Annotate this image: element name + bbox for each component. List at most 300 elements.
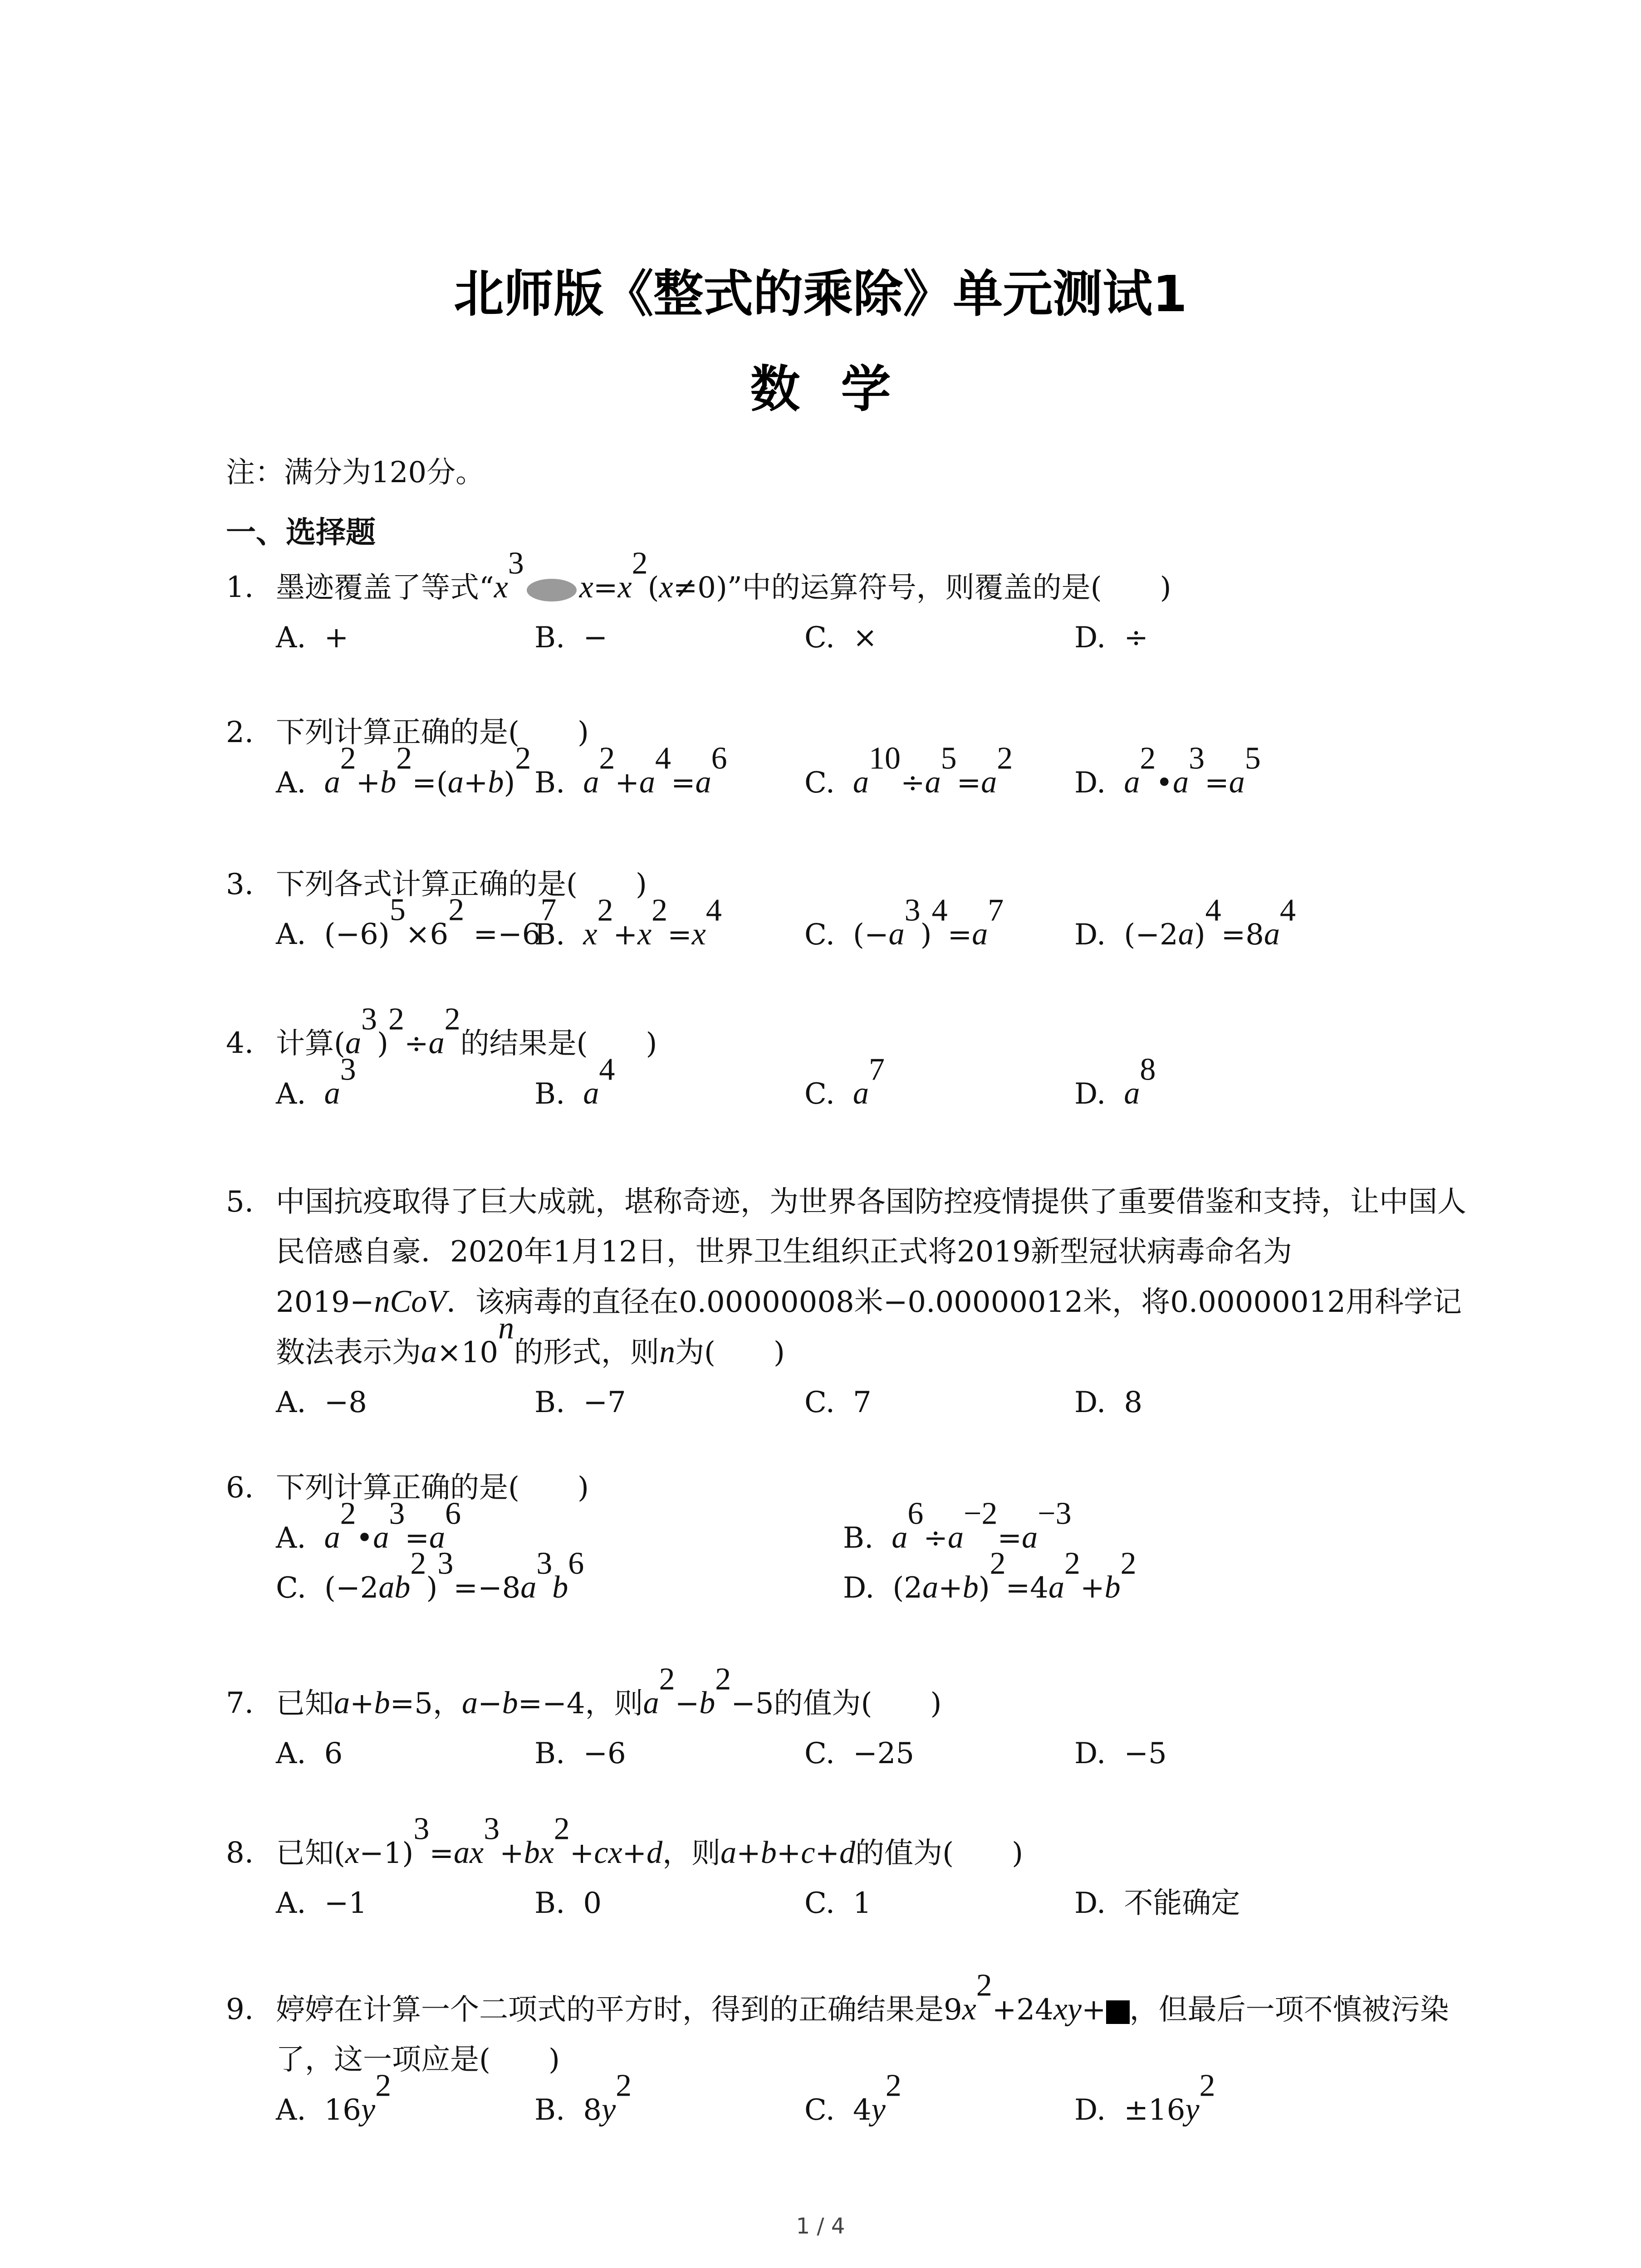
question-stem [226,708,1474,758]
text-run: + [324,621,349,655]
text-run: =( [412,766,448,800]
option-b[interactable] [534,893,722,960]
option-label: B. [534,1386,565,1419]
option-label: C. [804,1887,835,1920]
math-variable: a [888,917,905,952]
text-run: ÷ [1124,621,1148,655]
option-label: C. [804,1077,835,1111]
text-run: 不能确定 [1124,1887,1240,1920]
text-run: 为( ) [675,1336,785,1369]
text-run: 1 [853,1887,872,1920]
math-variable: a [461,1686,478,1721]
option-b[interactable] [534,2068,632,2135]
options-row [226,892,1474,959]
option-d[interactable] [843,1546,1136,1613]
math-variable: b [552,1570,568,1605]
text-run: −1 [324,1887,367,1920]
option-label: C. [804,766,835,800]
math-variable: b [380,765,397,800]
math-variable: x [637,917,652,952]
text-run: = [671,766,696,800]
exponent: 2 [632,546,648,581]
text-run: =8 [1221,918,1264,952]
exponent: 2 [976,1968,992,2003]
exponent: 3 [413,1811,430,1847]
text-run: − [477,1687,502,1721]
text-run: + [776,1837,801,1870]
math-variable: a [583,1076,599,1111]
math-variable: x [659,570,673,605]
math-variable: bx [524,1835,554,1870]
math-variable: a [334,1686,350,1721]
option-b[interactable] [534,1052,615,1119]
option-label: D. [1074,766,1106,800]
option-label: C. [804,2093,835,2127]
option-b[interactable] [534,1729,626,1779]
math-variable: a [981,765,997,800]
text-run: = [1205,766,1229,800]
math-variable: ax [453,1835,484,1870]
question-4 [226,1002,1474,1119]
text-run: × [853,621,877,655]
option-label: A. [276,766,306,800]
math-variable: nCoV [374,1284,446,1319]
option-b[interactable] [843,1496,1072,1563]
exponent: 2 [659,1662,675,1697]
option-label: A. [276,918,306,951]
text-run: = [429,1837,454,1870]
text-run: −7 [583,1386,626,1419]
text-run: 下列计算正确的是( ) [276,1471,589,1505]
ink-blot [527,579,577,601]
text-run: (−2 [324,1571,379,1605]
option-b[interactable] [534,613,607,663]
text-run: + [1080,1571,1105,1605]
option-a[interactable] [276,1052,356,1119]
option-label: B. [534,1887,565,1920]
math-variable: a [972,917,988,952]
text-run: = [947,918,972,952]
score-note: 注：满分为120分。 [226,456,485,489]
text-run: 的结果是( ) [460,1027,657,1061]
exponent: 8 [1140,1052,1156,1087]
option-label: B. [534,766,565,800]
question-5 [226,1177,1474,1427]
exponent: 3 [536,1546,553,1581]
math-variable: ab [378,1570,411,1605]
exponent: 2 [997,741,1013,776]
text-run: = [667,918,692,952]
math-variable: n [659,1334,676,1369]
text-run: 的形式，则 [514,1336,660,1369]
text-run: 婷婷在计算一个二项式的平方时，得到的正确结果是9 [276,1993,962,2027]
section-heading: 一、选择题 [226,515,376,550]
exponent: −3 [1038,1496,1072,1531]
exponent: 2 [340,1496,356,1531]
math-variable: a [1022,1520,1038,1555]
option-d[interactable] [1074,893,1296,960]
math-variable: a [1124,765,1140,800]
text-run: ±16 [1124,2093,1185,2127]
question-stem [226,1968,1474,2085]
math-variable: a [720,1835,737,1870]
options-row [226,613,1474,663]
text-run: ) [1194,918,1205,952]
math-variable: cx [594,1835,622,1870]
question-number: 8. [226,1836,254,1870]
exponent: 2 [1120,1546,1136,1581]
option-label: D. [1074,1386,1106,1419]
text-run: ，则 [662,1837,721,1870]
option-label: C. [804,1737,835,1770]
text-run: −8 [324,1386,367,1419]
option-c[interactable] [804,1378,872,1427]
math-variable: b [962,1570,979,1605]
option-label: D. [1074,2093,1106,2127]
math-variable: a [643,1686,659,1721]
math-variable: a [324,1520,340,1555]
option-label: D. [843,1571,875,1605]
text-run: =5， [390,1687,462,1721]
question-1 [226,546,1474,663]
exponent: 2 [989,1546,1006,1581]
option-a[interactable] [276,892,557,959]
math-variable: a [1173,765,1189,800]
text-run: 下列各式计算正确的是( ) [276,868,647,901]
math-variable: a [948,1520,964,1555]
text-run: ) [920,918,932,952]
math-variable: a [429,1520,445,1555]
exponent: 5 [1244,741,1261,776]
option-label: D. [1074,1737,1106,1770]
text-run: −5 [1124,1737,1167,1770]
question-number: 7. [226,1686,254,1720]
text-run: = [956,766,981,800]
options-row [226,1729,1474,1779]
options-row [226,1052,1474,1119]
question-number: 5. [226,1185,254,1219]
option-a[interactable] [276,1878,367,1928]
text-run: 中国抗疫取得了巨大成就，堪称奇迹，为世界各国防控疫情提供了重要借鉴和支持，让中国人民倍感自豪．2020年1月12日，世界卫生组织正式将2019新型冠状病毒命名为2019− [276,1185,1466,1319]
text-run: • [356,1521,373,1555]
options-row [226,2068,1474,2135]
text-run: −6 [583,1737,626,1770]
option-d[interactable] [1074,1878,1240,1928]
math-variable: a [520,1570,537,1605]
exponent: 3 [361,1002,377,1037]
exponent: 2 [715,1662,731,1697]
text-run: • [1156,766,1173,800]
math-variable: a [853,1076,869,1111]
exponent: 2 [1140,741,1156,776]
math-variable: a [428,1026,445,1061]
option-c[interactable] [804,893,1004,960]
option-label: D. [1074,1887,1106,1920]
option-b[interactable] [534,1878,602,1928]
option-a[interactable] [276,613,348,663]
exponent: 6 [907,1496,924,1531]
question-2 [226,708,1474,807]
math-variable: a [421,1334,437,1369]
math-variable: a [1048,1570,1064,1605]
text-run: + [463,766,488,800]
option-a[interactable] [276,1496,461,1563]
text-run: = [405,1521,429,1555]
math-variable: a [1178,917,1194,952]
page-subtitle: 数学 [750,360,932,418]
exponent: 2 [885,2068,901,2103]
math-variable: y [361,2092,376,2127]
math-variable: b [374,1686,390,1721]
math-variable: b [502,1686,518,1721]
option-a[interactable] [276,1378,367,1427]
option-label: B. [843,1521,874,1555]
text-run: 已知 [276,1687,334,1721]
option-d[interactable] [1074,613,1148,663]
math-variable: x [617,570,632,605]
option-label: C. [804,918,835,952]
math-variable: x [962,1992,976,2027]
option-a[interactable] [276,1729,343,1779]
text-run: =−6 [464,918,541,951]
option-label: C. [276,1571,307,1605]
option-label: A. [276,2093,306,2127]
option-label: A. [276,1737,306,1770]
math-variable: x [494,570,508,605]
exponent: 2 [554,1811,570,1847]
question-9 [226,1968,1474,2135]
text-run: − [583,621,607,655]
exponent: 3 [508,546,524,581]
option-label: B. [534,1737,565,1770]
option-d[interactable] [1074,1378,1142,1427]
math-variable: xy [1053,1992,1082,2027]
text-run: =−8 [453,1571,521,1605]
math-variable: a [373,1520,389,1555]
exponent: 6 [568,1546,584,1581]
option-b[interactable] [534,741,727,808]
question-stem [226,1002,1474,1069]
text-run: = [997,1521,1022,1555]
math-variable: a [892,1520,908,1555]
math-variable: a [324,1076,340,1111]
option-b[interactable] [534,1378,626,1427]
math-variable: x [345,1835,360,1870]
text-run: 6 [324,1737,343,1770]
text-run: 下列计算正确的是( ) [276,716,589,749]
text-run: ×6 [405,918,449,951]
text-run: ×10 [437,1336,499,1369]
question-number: 9. [226,1993,254,2026]
text-run: = [593,571,618,605]
option-label: B. [534,918,565,952]
question-number: 6. [226,1471,254,1505]
option-c[interactable] [804,1878,872,1928]
option-d[interactable] [1074,1052,1156,1119]
text-run: −25 [853,1737,915,1770]
question-number: 4. [226,1026,254,1060]
math-variable: d [647,1835,663,1870]
text-run: =4 [1005,1571,1048,1605]
exponent: 4 [1280,893,1296,928]
option-label: C. [804,1386,835,1419]
exponent: 4 [599,1052,615,1087]
text-run: (2 [892,1571,923,1605]
text-run: ) [426,1571,438,1605]
exponent: 4 [705,893,722,928]
option-label: B. [534,1077,565,1111]
option-c[interactable] [804,1052,885,1119]
math-variable: a [922,1570,939,1605]
exponent: 2 [597,893,613,928]
smudge-square [1106,2000,1130,2024]
math-variable: a [853,765,869,800]
text-run: 8 [1124,1386,1143,1419]
math-variable: a [324,765,340,800]
exponent: 4 [655,741,671,776]
option-label: A. [276,621,306,655]
text-run: ) [504,766,515,800]
text-run: + [500,1837,524,1870]
math-variable: x [579,570,593,605]
math-variable: x [691,917,706,952]
exponent: 2 [340,741,356,776]
exponent: 2 [652,893,668,928]
math-variable: a [1229,765,1245,800]
exponent: 5 [941,741,957,776]
option-c[interactable] [276,1546,584,1613]
text-run: 已知( [276,1837,345,1870]
text-run: ．该病毒的直径在0.00000008米−0.00000012米，将0.00000012用科学记数法表示为 [276,1286,1462,1369]
text-run: + [613,918,638,952]
option-label: B. [534,621,565,655]
math-variable: y [871,2092,886,2127]
text-run: +24 [992,1993,1053,2027]
option-label: A. [276,1386,306,1419]
exponent: 2 [1199,2068,1215,2103]
exponent: 3 [340,1052,356,1087]
option-d[interactable] [1074,741,1261,808]
text-run: + [815,1837,840,1870]
text-run: ÷ [901,766,925,800]
question-6 [226,1463,1474,1613]
math-variable: a [583,765,599,800]
text-run: ÷ [404,1027,429,1061]
question-number: 3. [226,868,254,901]
exponent: 10 [869,741,901,776]
question-stem [226,1811,1474,1878]
exponent: 7 [540,892,557,928]
text-run: −5的值为( ) [731,1687,942,1721]
text-run: + [356,766,381,800]
text-run: ≠0)”中的运算符号，则覆盖的是( ) [673,571,1171,605]
math-variable: a [1264,917,1280,952]
exponent: 3 [904,893,921,928]
math-variable: a [1124,1076,1140,1111]
math-variable: b [760,1835,777,1870]
option-label: D. [1074,918,1106,952]
text-run: + [938,1571,963,1605]
text-run: + [615,766,639,800]
exponent: 2 [448,892,465,928]
exponent: 6 [711,741,727,776]
option-label: D. [1074,621,1106,655]
option-label: D. [1074,1077,1106,1111]
option-d[interactable] [1074,1729,1167,1779]
text-run: −1) [359,1837,414,1870]
text-run: 16 [324,2093,361,2127]
question-stem [226,1463,1474,1513]
math-variable: y [602,2092,616,2127]
math-variable: a [345,1026,361,1061]
exponent: 2 [599,741,615,776]
question-number: 1. [226,571,254,604]
math-variable: b [699,1686,715,1721]
text-run: 计算( [276,1027,345,1061]
text-run: 墨迹覆盖了等式“ [276,571,494,605]
options-row [226,741,1474,807]
option-label: A. [276,1077,306,1111]
exponent: 3 [389,1496,405,1531]
text-run: + [736,1837,761,1870]
exponent: 3 [1189,741,1205,776]
text-run: − [675,1687,700,1721]
text-run: + [1082,1993,1106,2027]
option-d[interactable] [1074,2068,1215,2135]
page-number: 1 / 4 [796,2214,845,2239]
text-run: 的值为( ) [855,1837,1024,1870]
option-c[interactable] [804,1729,914,1779]
option-a[interactable] [276,741,531,808]
exponent: 3 [437,1546,454,1581]
page-title: 北师版《整式的乘除》单元测试1 [454,265,1187,323]
text-run: ) [978,1571,990,1605]
exponent: 2 [1064,1546,1080,1581]
text-run: (− [853,918,889,952]
option-a[interactable] [276,2068,392,2135]
exponent: n [498,1310,514,1346]
exponent: −2 [964,1496,998,1531]
option-c[interactable] [804,741,1013,808]
exponent: 3 [484,1811,500,1847]
text-run: + [569,1837,594,1870]
question-stem [226,546,1474,613]
option-label: A. [276,1887,306,1920]
exponent: 2 [616,2068,632,2103]
question-stem [226,1662,1474,1729]
exponent: 2 [515,741,531,776]
option-c[interactable] [804,2068,901,2135]
question-7 [226,1662,1474,1779]
text-run: + [622,1837,647,1870]
option-label: B. [534,2093,565,2127]
math-variable: x [583,917,598,952]
text-run: 8 [583,2093,602,2127]
options-row [226,1878,1474,1928]
question-number: 2. [226,716,254,749]
exponent: 2 [388,1002,404,1037]
exponent: 7 [869,1052,885,1087]
exponent: 5 [389,892,406,928]
text-run: 4 [853,2093,872,2127]
exponent: 2 [444,1002,460,1037]
math-variable: a [925,765,941,800]
math-variable: a [447,765,464,800]
math-variable: b [1104,1570,1121,1605]
option-c[interactable] [804,613,877,663]
math-variable: d [839,1835,856,1870]
math-variable: y [1185,2092,1200,2127]
